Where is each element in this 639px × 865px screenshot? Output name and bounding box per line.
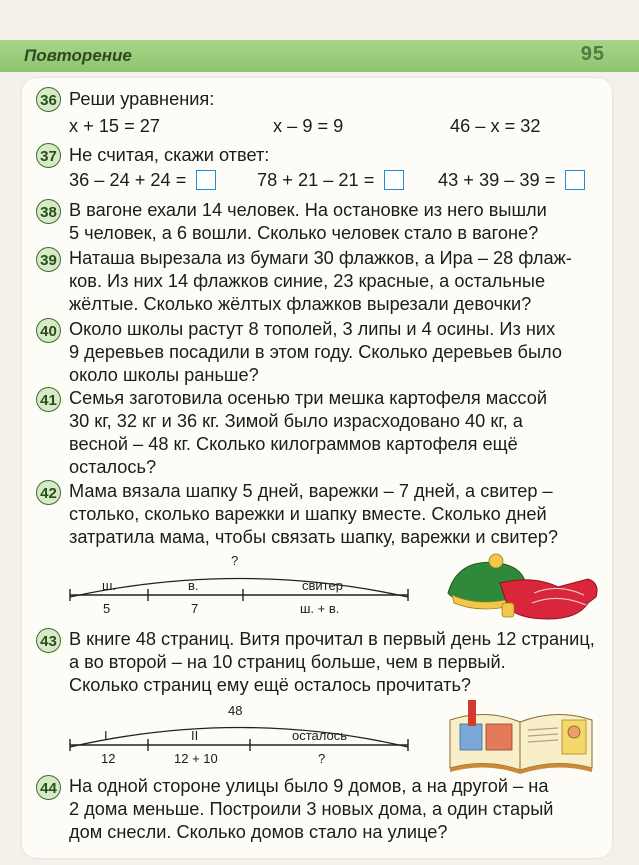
task-39-line: жёлтые. Сколько жёлтых флажков вырезали девочки? <box>69 294 532 314</box>
task-40-line: около школы раньше? <box>69 365 259 385</box>
task-36-text: Реши уравнения: <box>69 89 215 109</box>
task-number-41: 41 <box>36 387 61 412</box>
page-number: 95 <box>580 43 605 65</box>
task-42-line: столько, сколько варежки и шапку вместе. Сколько дней <box>69 504 547 524</box>
segment-label: в. <box>188 578 199 593</box>
task-44-line: 2 дома меньше. Построили 3 новых дома, а один старый <box>69 799 554 819</box>
expression-2: 78 + 21 – 21 = <box>257 170 375 190</box>
segment-value: 12 + 10 <box>174 751 218 766</box>
task-43-line: В книге 48 страниц. Витя прочитал в первый день 12 страниц, <box>69 629 595 649</box>
task-41-line: весной – 48 кг. Сколько килограммов картофеля ещё <box>69 434 518 454</box>
equation-2: x – 9 = 9 <box>273 116 344 136</box>
task-number-43: 43 <box>36 628 61 653</box>
task-42-line: затратила мама, чтобы связать шапку, варежки и свитер? <box>69 527 559 547</box>
task-number-36: 36 <box>36 87 61 112</box>
segment-value: 5 <box>103 601 111 616</box>
task-number-38: 38 <box>36 199 61 224</box>
task-37-text: Не считая, скажи ответ: <box>69 145 270 165</box>
segment-value: 12 <box>101 751 116 766</box>
task-41-line: 30 кг, 32 кг и 36 кг. Зимой было израсходовано 40 кг, а <box>69 411 523 431</box>
task-43-line: а во второй – на 10 страниц больше, чем в первый. <box>69 652 506 672</box>
task-number-40: 40 <box>36 318 61 343</box>
section-title: Повторение <box>24 46 132 65</box>
task-38-line: В вагоне ехали 14 человек. На остановке из него вышли <box>69 200 547 220</box>
equation-3: 46 – x = 32 <box>450 116 541 136</box>
task-41-line: осталось? <box>69 457 157 477</box>
task-number-39: 39 <box>36 247 61 272</box>
open-book-illustration <box>446 700 596 774</box>
expression-3: 43 + 39 – 39 = <box>438 170 556 190</box>
segment-label: ш. <box>102 578 117 593</box>
task-number-42: 42 <box>36 480 61 505</box>
segment-label: II <box>191 728 199 743</box>
expression-1: 36 – 24 + 24 = <box>69 170 187 190</box>
task-44-line: На одной стороне улицы было 9 домов, а на другой – на <box>69 776 549 796</box>
task-39-line: Наташа вырезала из бумаги 30 флажков, а Ира – 28 флаж- <box>69 248 572 268</box>
task-41-line: Семья заготовила осенью три мешка картофеля массой <box>69 388 548 408</box>
task-40-line: 9 деревьев посадили в этом году. Сколько деревьев было <box>69 342 562 362</box>
task-40-line: Около школы растут 8 тополей, 3 липы и 4 осины. Из них <box>69 319 556 339</box>
segment-value: ш. + в. <box>300 601 340 616</box>
task-42-line: Мама вязала шапку 5 дней, варежки – 7 дней, а свитер – <box>69 481 553 501</box>
task-number-44: 44 <box>36 775 61 800</box>
diagram-total-label: ? <box>231 553 239 568</box>
task-44-line: дом снесли. Сколько домов стало на улице? <box>69 822 448 842</box>
diagram-total-label: 48 <box>228 703 243 718</box>
equation-1: x + 15 = 27 <box>69 116 161 136</box>
task-number-37: 37 <box>36 143 61 168</box>
brace-curve <box>70 728 408 748</box>
segment-value: ? <box>318 751 326 766</box>
task-43-line: Сколько страниц ему ещё осталось прочитать? <box>69 675 472 695</box>
segment-label: I <box>104 728 108 743</box>
task-39-line: ков. Из них 14 флажков синие, 23 красные, а остальные <box>69 271 546 291</box>
segment-value: 7 <box>191 601 199 616</box>
segment-label: осталось <box>292 728 348 743</box>
task-38-line: 5 человек, а 6 вошли. Сколько человек стало в вагоне? <box>69 223 539 243</box>
segment-label: свитер <box>302 578 343 593</box>
